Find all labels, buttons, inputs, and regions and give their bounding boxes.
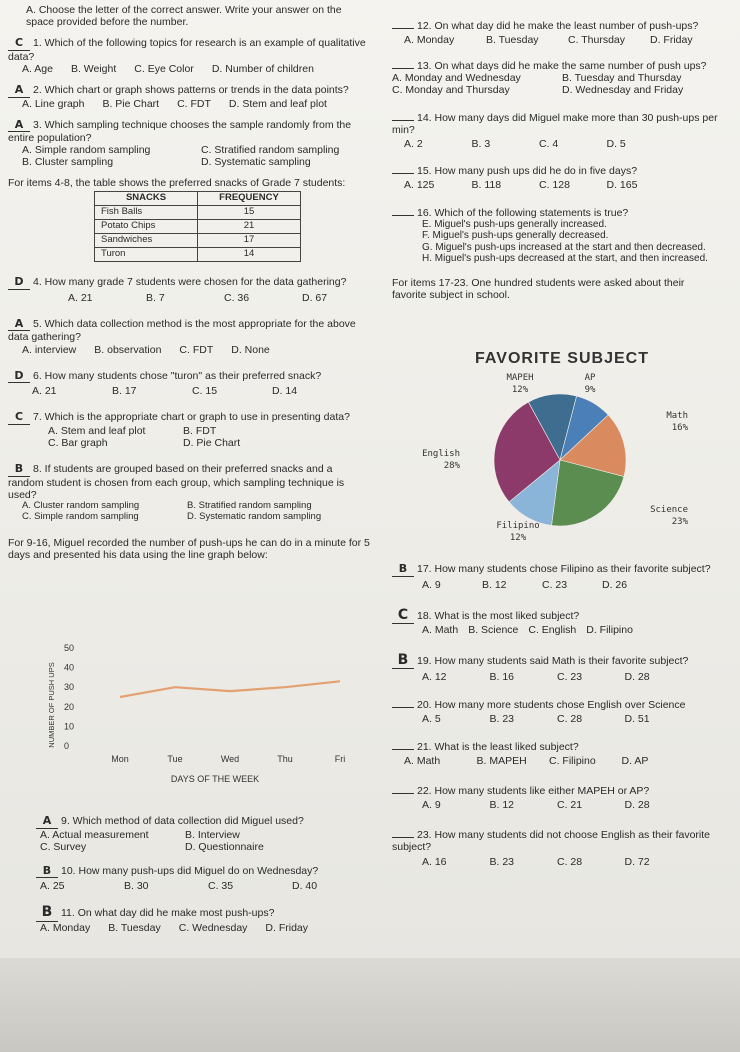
- question-text: 23. How many students did not choose English as their favorite subject?: [392, 829, 710, 854]
- options: [392, 799, 692, 811]
- option-c: C. 128: [539, 178, 570, 191]
- option-c: C. 4: [539, 138, 559, 151]
- answer-5: A: [8, 318, 30, 332]
- question-text: 8. If students are grouped based on their preferred snacks and a random student is chosen from each group, which sampling technique is used?: [8, 463, 345, 501]
- option-b: B. 12: [489, 799, 515, 812]
- question-text: 20. How many more students chose English over Science: [417, 699, 686, 712]
- right-column: [392, 20, 732, 301]
- pie-value-label: 12%: [511, 385, 529, 395]
- option-a: A. Age: [22, 62, 53, 75]
- question-text: 11. On what day did he make most push-ups?: [61, 907, 275, 920]
- option-a: A. 125: [404, 178, 435, 191]
- option-c: C. FDT: [177, 97, 211, 110]
- option-b: B. 3: [471, 138, 491, 151]
- pie-label: English: [422, 449, 460, 459]
- option-c: C. Stratified random sampling: [201, 144, 340, 157]
- option-b: B. 17: [112, 385, 137, 398]
- option-c: C. Eye Color: [134, 62, 194, 75]
- question-text: 3. Which sampling technique chooses the sample randomly from the entire population?: [8, 118, 352, 145]
- pie-value-label: 23%: [671, 517, 688, 527]
- option-c: C. Bar graph: [48, 436, 108, 449]
- question-6: [8, 370, 380, 398]
- option-b: B. Stratified random sampling: [187, 499, 312, 511]
- option-c: C. English: [528, 623, 577, 636]
- option-b: B. FDT: [183, 424, 217, 437]
- question-21: [392, 741, 732, 767]
- option-h: H. Miguel's push-ups decreased at the start, and then increased.: [422, 253, 708, 265]
- option-c: C. Thursday: [568, 34, 625, 47]
- answer-9: A: [36, 815, 58, 829]
- question-11: [36, 904, 376, 933]
- options: [8, 98, 380, 110]
- question-text: 21. What is the least liked subject?: [417, 741, 579, 754]
- option-a: A. Actual measurement: [40, 828, 149, 841]
- answer-23: [392, 837, 414, 838]
- question-text: 22. How many students like either MAPEH or AP?: [417, 785, 650, 798]
- option-d: D. AP: [621, 755, 649, 768]
- option-b: B. 12: [482, 578, 507, 591]
- question-text: 12. On what day did he make the least number of push-ups?: [417, 20, 699, 32]
- question-text: 14. How many days did Miguel make more than 30 push-ups per min?: [392, 112, 718, 137]
- options: [392, 34, 732, 46]
- line-intro: For 9-16, Miguel recorded the number of push-ups he can do in a minute for 5 days and presented his data using the line graph below:: [8, 536, 370, 561]
- option-d: D. 51: [624, 713, 650, 726]
- table-row: [95, 220, 301, 234]
- option-b: B. observation: [94, 343, 162, 356]
- options: [8, 385, 352, 397]
- question-5: [8, 318, 380, 356]
- answer-12: [392, 28, 414, 29]
- answer-11: B: [36, 904, 58, 921]
- options: [392, 856, 692, 868]
- question-18: [392, 607, 732, 636]
- option-d: D. Systematic random sampling: [187, 510, 322, 522]
- favorite-subject-pie: [422, 350, 722, 550]
- table-row: [95, 234, 301, 248]
- option-c: C. 23: [542, 578, 568, 591]
- option-g: G. Miguel's push-ups increased at the start and then decreased.: [422, 241, 706, 253]
- option-d: D. Stem and leaf plot: [228, 97, 327, 110]
- y-tick-label: 50: [64, 643, 75, 653]
- option-c: C. 21: [557, 799, 583, 812]
- question-14: [392, 112, 732, 150]
- option-c: C. 15: [192, 385, 218, 398]
- option-b: B. Pie Chart: [102, 97, 160, 110]
- option-a: A. Stem and leaf plot: [48, 424, 146, 437]
- question-16: [392, 207, 732, 265]
- option-b: B. 7: [146, 291, 165, 304]
- pie-label: Science: [650, 505, 688, 515]
- answer-15: [392, 173, 414, 174]
- option-a: A. 12: [422, 670, 447, 683]
- question-text: 7. Which is the appropriate chart or graph to use in presenting data?: [33, 411, 350, 424]
- cell: Turon: [95, 248, 198, 262]
- option-a: A. Line graph: [22, 97, 85, 110]
- question-text: 13. On what days did he make the same number of push ups?: [417, 60, 707, 73]
- options: [8, 144, 380, 168]
- answer-13: [392, 68, 414, 69]
- answer-7: C: [8, 411, 30, 425]
- option-a: A. Cluster random sampling: [22, 499, 140, 511]
- cell: 21: [198, 220, 301, 234]
- option-d: D. 165: [606, 178, 638, 191]
- table-row: [95, 248, 301, 262]
- option-d: D. 26: [602, 578, 628, 591]
- option-a: A. 16: [422, 855, 447, 868]
- option-b: B. 30: [124, 880, 149, 893]
- question-2: [8, 84, 380, 110]
- pie-value-label: 16%: [671, 423, 688, 433]
- question-13: [392, 60, 732, 96]
- question-20: [392, 699, 732, 725]
- question-7: [8, 411, 380, 449]
- option-a: A. Monday: [40, 921, 91, 934]
- question-text: 2. Which chart or graph shows patterns or trends in the data points?: [33, 83, 349, 96]
- options: [392, 219, 732, 265]
- option-b: B. 118: [471, 178, 502, 191]
- cell: Fish Balls: [95, 206, 198, 220]
- question-3: [8, 119, 380, 169]
- answer-18: C: [392, 607, 414, 624]
- option-d: D. 28: [624, 670, 650, 683]
- y-tick-label: 20: [64, 701, 75, 712]
- option-c: C. Filipino: [549, 755, 596, 768]
- option-c: C. Wednesday: [178, 921, 248, 934]
- options: [36, 880, 376, 892]
- question-text: 16. Which of the following statements is true?: [417, 206, 629, 219]
- pie-title: FAVORITE SUBJECT: [475, 350, 649, 367]
- option-a: A. 5: [422, 713, 441, 726]
- option-a: A. 2: [404, 138, 423, 151]
- options: [8, 292, 380, 304]
- table-row: [95, 206, 301, 220]
- option-d: D. 5: [606, 138, 626, 151]
- y-tick-label: 40: [64, 662, 75, 673]
- pushups-series-line: [120, 681, 340, 697]
- table-surface: [0, 958, 740, 1052]
- instructions: A. Choose the letter of the correct answer. Write your answer on the space provided before the number.: [26, 4, 342, 29]
- table-header: FREQUENCY: [198, 192, 301, 206]
- question-text: 5. Which data collection method is the most appropriate for the above data gathering?: [8, 317, 356, 344]
- option-c: C. 23: [557, 670, 583, 683]
- option-b: B. Tuesday: [108, 921, 161, 934]
- option-d: D. 14: [272, 385, 298, 398]
- table-intro: For items 4-8, the table shows the preferred snacks of Grade 7 students:: [8, 177, 346, 190]
- answer-22: [392, 793, 414, 794]
- answer-1: C: [8, 37, 30, 51]
- options: [8, 501, 352, 523]
- y-tick-label: 30: [64, 682, 75, 693]
- options: [392, 624, 732, 636]
- pie-label: AP: [584, 373, 596, 383]
- option-a: A. Math: [404, 755, 441, 768]
- answer-4: D: [8, 276, 30, 290]
- pie-svg: [422, 350, 722, 550]
- pie-value-label: 9%: [584, 385, 596, 395]
- pie-value-label: 28%: [443, 461, 460, 471]
- question-4: [8, 276, 380, 304]
- answer-21: [392, 749, 414, 750]
- answer-19: B: [392, 652, 414, 669]
- option-d: D. Pie Chart: [183, 436, 241, 449]
- right-lower: [392, 563, 732, 868]
- answer-16: [392, 215, 414, 216]
- option-d: D. Number of children: [211, 62, 314, 75]
- question-text: 9. Which method of data collection did Miguel used?: [61, 815, 304, 827]
- option-d: D. 40: [292, 880, 318, 893]
- left-lower: [36, 815, 376, 934]
- cell: 15: [198, 206, 301, 220]
- options: [36, 922, 376, 934]
- question-15: [392, 165, 732, 191]
- answer-10: B: [36, 865, 58, 879]
- question-text: 17. How many students chose Filipino as their favorite subject?: [417, 563, 711, 575]
- question-9: [36, 815, 376, 853]
- options: [8, 425, 318, 449]
- option-c: C. Monday and Thursday: [392, 84, 510, 97]
- pie-intro: For items 17-23. One hundred students were asked about their favorite subject in school.: [392, 276, 685, 301]
- pushup-line-chart: [40, 638, 360, 788]
- cell: Potato Chips: [95, 220, 198, 234]
- options: [392, 671, 692, 683]
- option-d: D. 67: [302, 291, 328, 304]
- answer-20: [392, 707, 414, 708]
- question-8: [8, 463, 380, 523]
- option-b: B. Tuesday and Thursday: [562, 72, 682, 85]
- question-text: 18. What is the most liked subject?: [417, 609, 580, 622]
- question-12: [392, 20, 732, 46]
- question-10: [36, 865, 376, 893]
- question-text: 4. How many grade 7 students were chosen for the data gathering?: [33, 276, 347, 289]
- option-d: D. 28: [624, 799, 650, 812]
- option-b: B. 23: [489, 855, 515, 868]
- option-a: A. Monday and Wednesday: [392, 72, 521, 85]
- question-text: 10. How many push-ups did Miguel do on Wednesday?: [61, 864, 319, 877]
- option-a: A. Monday: [404, 34, 455, 47]
- question-text: 6. How many students chose "turon" as their preferred snack?: [33, 369, 322, 382]
- options: [392, 138, 674, 150]
- question-17: [392, 563, 732, 591]
- answer-17: B: [392, 563, 414, 577]
- options: [392, 179, 674, 191]
- option-c: C. Simple random sampling: [22, 510, 139, 522]
- option-c: C. Survey: [40, 840, 87, 853]
- x-tick-label: Thu: [277, 754, 293, 764]
- option-b: B. 23: [489, 713, 515, 726]
- option-d: D. Friday: [265, 921, 309, 934]
- options: [36, 829, 330, 853]
- pie-label: Math: [666, 411, 688, 421]
- pie-label: Filipino: [496, 521, 540, 531]
- table-header: SNACKS: [95, 192, 198, 206]
- snacks-table: [94, 191, 301, 262]
- option-a: A. 21: [32, 385, 57, 398]
- x-axis-label: DAYS OF THE WEEK: [170, 774, 260, 784]
- option-d: D. Filipino: [586, 623, 633, 636]
- answer-8: B: [8, 463, 30, 477]
- options: [392, 579, 662, 591]
- cell: 14: [198, 248, 301, 262]
- option-a: A. 21: [68, 291, 93, 304]
- options: [8, 344, 380, 356]
- pie-label: MAPEH: [506, 373, 534, 383]
- options: [392, 713, 692, 725]
- option-b: B. Science: [468, 623, 519, 636]
- option-d: D. Friday: [650, 34, 693, 47]
- question-19: [392, 652, 732, 683]
- x-tick-label: Fri: [334, 754, 346, 764]
- y-tick-label: 10: [64, 721, 75, 732]
- left-column: [8, 4, 380, 561]
- cell: Sandwiches: [95, 234, 198, 248]
- option-a: A. 25: [40, 880, 65, 893]
- question-1: [8, 37, 380, 75]
- option-d: D. Questionnaire: [185, 840, 264, 853]
- x-tick-label: Mon: [111, 754, 129, 764]
- x-tick-label: Tue: [167, 754, 183, 764]
- option-d: D. Wednesday and Friday: [562, 84, 684, 97]
- option-b: B. Tuesday: [486, 34, 539, 47]
- option-e: E. Miguel's push-ups generally increased.: [422, 218, 607, 230]
- option-c: C. FDT: [179, 343, 214, 356]
- question-23: [392, 829, 732, 867]
- option-a: A. 9: [422, 799, 441, 812]
- cell: 17: [198, 234, 301, 248]
- option-d: D. None: [231, 343, 270, 356]
- answer-3: A: [8, 119, 30, 133]
- options: [8, 63, 380, 75]
- answer-6: D: [8, 370, 30, 384]
- question-text: 1. Which of the following topics for research is an example of qualitative data?: [8, 37, 366, 63]
- option-c: C. 35: [208, 880, 234, 893]
- option-c: C. 28: [557, 713, 583, 726]
- option-d: D. Systematic sampling: [201, 156, 311, 169]
- option-d: D. 72: [624, 855, 650, 868]
- question-22: [392, 785, 732, 811]
- option-b: B. Interview: [185, 828, 240, 841]
- option-f: F. Miguel's push-ups generally decreased.: [422, 230, 609, 242]
- option-b: B. Cluster sampling: [22, 156, 114, 169]
- option-a: A. Simple random sampling: [22, 144, 151, 157]
- option-b: B. 16: [489, 670, 515, 683]
- option-a: A. Math: [422, 623, 459, 636]
- answer-2: A: [8, 84, 30, 98]
- answer-14: [392, 120, 414, 121]
- question-text: 19. How many students said Math is their favorite subject?: [417, 654, 689, 667]
- option-c: C. 28: [557, 855, 583, 868]
- options: [392, 755, 694, 767]
- option-b: B. Weight: [70, 62, 117, 75]
- option-a: A. 9: [422, 578, 441, 591]
- y-axis-label: NUMBER OF PUSH UPS: [47, 662, 56, 748]
- options: [392, 72, 732, 96]
- y-tick-label: 0: [64, 741, 70, 751]
- x-tick-label: Wed: [220, 754, 240, 764]
- question-text: 15. How many push ups did he do in five days?: [417, 164, 638, 177]
- pie-value-label: 12%: [509, 533, 527, 543]
- option-b: B. MAPEH: [476, 755, 527, 768]
- option-c: C. 36: [224, 291, 250, 304]
- option-a: A. interview: [22, 343, 77, 356]
